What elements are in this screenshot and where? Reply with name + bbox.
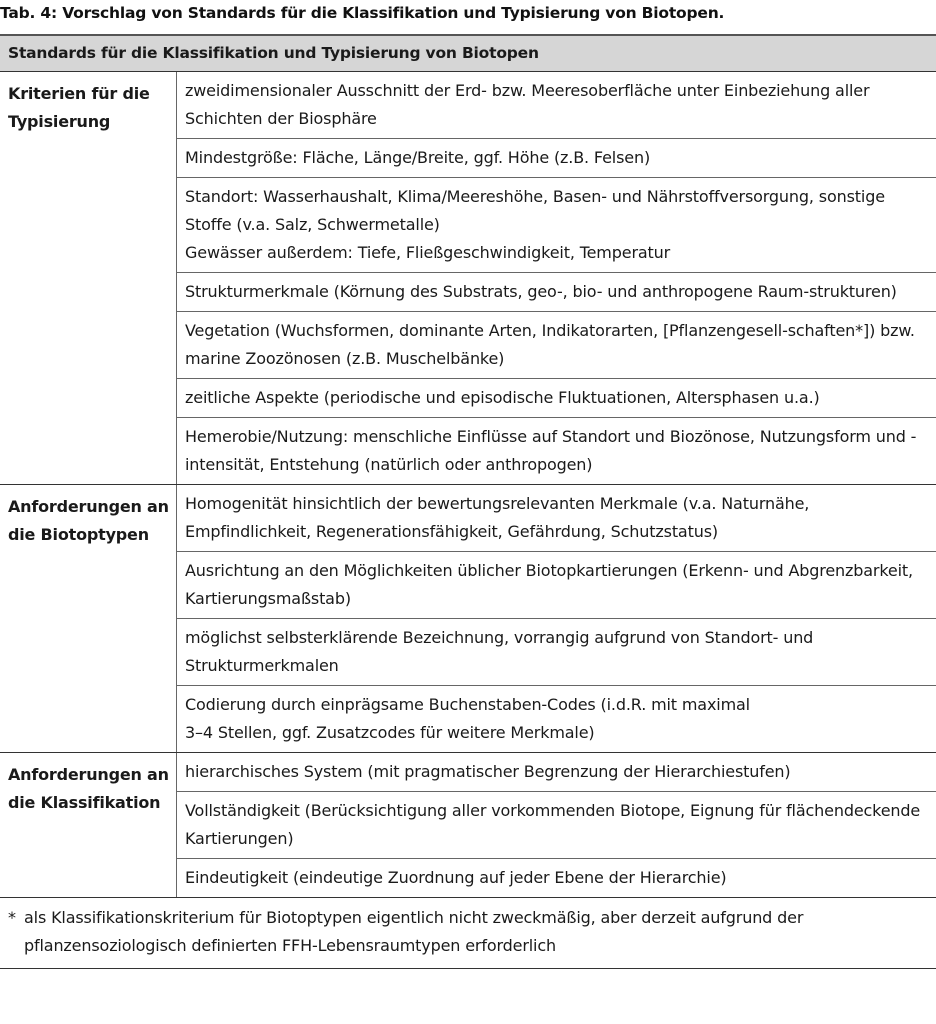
- section-cells: [176, 72, 936, 484]
- section-klassifikation: [0, 753, 936, 898]
- section-label: Anforderungen an die Klassifikation: [8, 765, 169, 812]
- table-footnote: [0, 898, 936, 969]
- section-cells: [176, 485, 936, 752]
- table-row: zweidimensionaler Ausschnitt der Erd- bzw. Meeresoberfläche unter Einbeziehung aller Schichten der Biosphäre: [177, 72, 936, 139]
- table-row: Vegetation (Wuchsformen, dominante Arten, Indikatorarten, [Pflanzengesell-schaften*]) bzw. marine Zoozönosen (z.B. Muschelbänke): [177, 312, 936, 379]
- standards-table: [0, 34, 936, 969]
- table-row: Standort: Wasserhaushalt, Klima/Meereshöhe, Basen- und Nährstoffversorgung, sonstige Stoffe (v.a. Salz, Schwermetalle) Gewässer außerdem: Tiefe, Fließgeschwindigkeit, Temperatur: [177, 178, 936, 273]
- table-row: hierarchisches System (mit pragmatischer Begrenzung der Hierarchiestufen): [177, 753, 936, 792]
- section-kriterien: [0, 72, 936, 485]
- table-row: Strukturmerkmale (Körnung des Substrats, geo-, bio- und anthropogene Raum-strukturen): [177, 273, 936, 312]
- table-header: Standards für die Klassifikation und Typisierung von Biotopen: [0, 36, 936, 72]
- table-row: Ausrichtung an den Möglichkeiten üblicher Biotopkartierungen (Erkenn- und Abgrenzbarkeit, Kartierungsmaßstab): [177, 552, 936, 619]
- table-row: Mindestgröße: Fläche, Länge/Breite, ggf. Höhe (z.B. Felsen): [177, 139, 936, 178]
- section-cells: [176, 753, 936, 897]
- section-label: Anforderungen an die Biotoptypen: [8, 497, 169, 544]
- table-row: Vollständigkeit (Berücksichtigung aller vorkommenden Biotope, Eignung für flächendeckende Kartierungen): [177, 792, 936, 859]
- section-biotoptypen: [0, 485, 936, 753]
- table-row: Homogenität hinsichtlich der bewertungsrelevanten Merkmale (v.a. Naturnähe, Empfindlichkeit, Regenerationsfähigkeit, Gefährdung, Schutzstatus): [177, 485, 936, 552]
- table-row: Eindeutigkeit (eindeutige Zuordnung auf jeder Ebene der Hierarchie): [185, 868, 727, 887]
- table-caption: Tab. 4: Vorschlag von Standards für die Klassifikation und Typisierung von Biotopen.: [0, 4, 725, 22]
- table-row: zeitliche Aspekte (periodische und episodische Fluktuationen, Altersphasen u.a.): [177, 379, 936, 418]
- table-row: möglichst selbsterklärende Bezeichnung, vorrangig aufgrund von Standort- und Strukturmerkmalen: [177, 619, 936, 686]
- table-row: Hemerobie/Nutzung: menschliche Einflüsse auf Standort und Biozönose, Nutzungsform und -intensität, Entstehung (natürlich oder anthropogen): [185, 427, 917, 474]
- footnote-mark: *: [8, 908, 16, 927]
- section-label: Kriterien für die Typisierung: [8, 84, 150, 131]
- footnote-text: als Klassifikationskriterium für Biotoptypen eigentlich nicht zweckmäßig, aber derzeit aufgrund der pflanzensoziologisch definierten FFH-Lebensraumtypen erforderlich: [24, 908, 804, 955]
- table-row: Codierung durch einprägsame Buchenstaben-Codes (i.d.R. mit maximal 3–4 Stellen, ggf. Zusatzcodes für weitere Merkmale): [185, 695, 750, 742]
